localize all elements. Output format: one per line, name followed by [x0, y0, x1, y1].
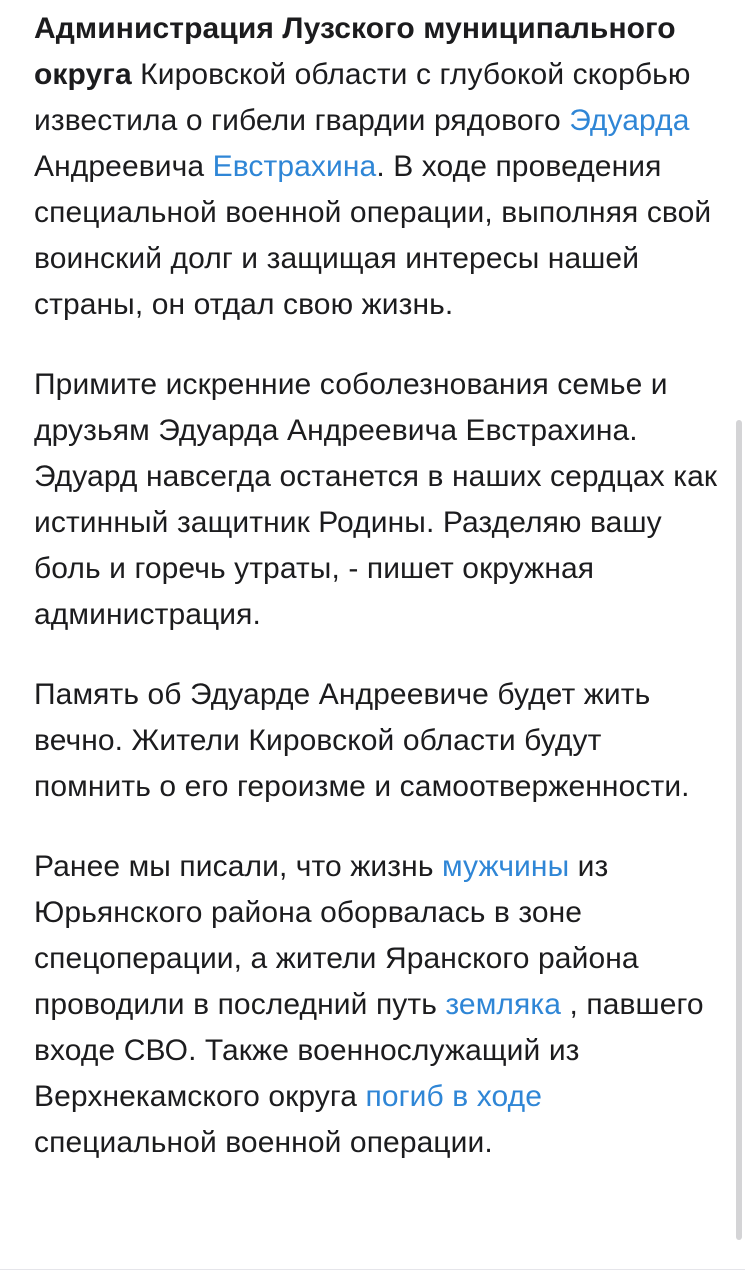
paragraph-2: Примите искренние соболезнования семье и друзьям Эдуарда Андреевича Евстрахина. Эдуард навсегда останется в наших сердцах как истинный защитник Родины. Разделяю вашу боль и горечь утраты, - пишет окружная администрация.: [34, 368, 718, 631]
paragraph-4-text-a: Ранее мы писали, что жизнь: [34, 850, 442, 883]
link-muzhchiny[interactable]: мужчины: [441, 850, 570, 883]
link-zemlyaka[interactable]: земляка: [445, 988, 562, 1021]
paragraph-4-text-c: , павшего входе СВО. Также военнослужащий из Верхнекамского округа: [34, 988, 704, 1113]
bold-lead-text: Администрация Лузского муниципального округа: [34, 12, 676, 91]
paragraph-1-text-c: . В ходе проведения специальной военной операции, выполняя свой воинский долг и защищая интересы нашей страны, он отдал свою жизнь.: [34, 150, 712, 321]
paragraph-4: [34, 844, 724, 1166]
paragraph-1-text-a: Кировской области с глубокой скорбью известила о гибели гвардии рядового: [34, 58, 691, 137]
paragraph-1: [34, 6, 724, 328]
link-pogib-v-khode[interactable]: погиб в ходе: [365, 1080, 542, 1113]
article-body: [34, 6, 724, 1166]
paragraph-4-text-b: из Юрьянского района оборвалась в зоне спецоперации, а жители Яранского района проводили в последний путь: [34, 850, 639, 1021]
paragraph-3: Память об Эдуарде Андреевиче будет жить вечно. Жители Кировской области будут помнить о его героизме и самоотверженности.: [34, 678, 690, 803]
bottom-divider: [0, 1269, 745, 1270]
scrollbar[interactable]: [736, 420, 742, 1240]
paragraph-1-text-b: Андреевича: [34, 150, 213, 183]
link-evstrakhina[interactable]: Евстрахина: [212, 150, 377, 183]
link-eduarda[interactable]: Эдуарда: [569, 104, 690, 137]
paragraph-4-text-d: специальной военной операции.: [34, 1126, 493, 1159]
